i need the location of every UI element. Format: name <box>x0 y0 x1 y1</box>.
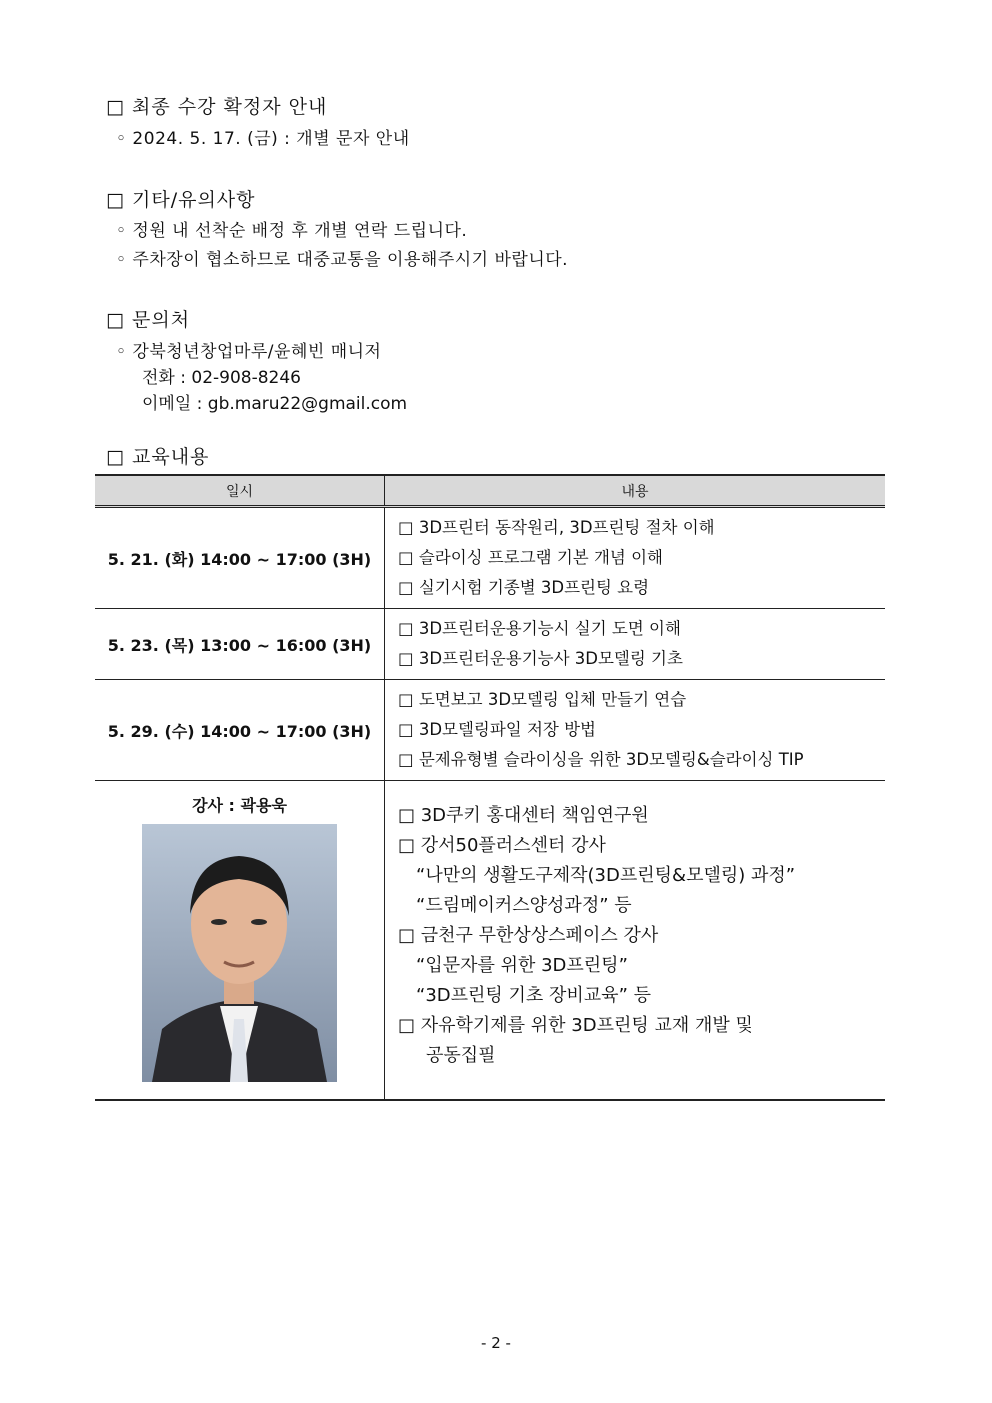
row-content <box>385 609 886 680</box>
row-content <box>385 507 886 609</box>
row-item: □ 3D프린터운용기능시 실기 도면 이해 <box>398 619 681 638</box>
contact-phone: 전화 : 02-908-8246 <box>142 368 301 388</box>
confirm-item: ◦ 2024. 5. 17. (금) : 개별 문자 안내 <box>116 129 410 149</box>
table-row <box>95 609 885 680</box>
instructor-label: 강사 : 곽용욱 <box>192 796 287 815</box>
header-date: 일시 <box>95 475 385 507</box>
row-item: □ 문제유형별 슬라이싱을 위한 3D모델링&슬라이싱 TIP <box>398 750 804 769</box>
contact-email: 이메일 : gb.maru22@gmail.com <box>142 394 408 414</box>
notes-item: ◦ 주차장이 협소하므로 대중교통을 이용해주시기 바랍니다. <box>116 250 569 270</box>
page-number: - 2 - <box>481 1334 511 1352</box>
career-item: □ 자유학기제를 위한 3D프린팅 교재 개발 및 <box>398 1015 753 1036</box>
row-date: 5. 29. (수) 14:00 ~ 17:00 (3H) <box>95 680 385 781</box>
row-date: 5. 23. (목) 13:00 ~ 16:00 (3H) <box>95 609 385 680</box>
instructor-cell <box>95 781 385 1101</box>
row-item: □ 3D프린터운용기능사 3D모델링 기초 <box>398 649 683 668</box>
instructor-row <box>95 781 885 1101</box>
row-date: 5. 21. (화) 14:00 ~ 17:00 (3H) <box>95 507 385 609</box>
career-detail: “나만의 생활도구제작(3D프린팅&모델링) 과정” <box>416 865 796 886</box>
instructor-photo <box>142 824 337 1082</box>
notes-item: ◦ 정원 내 선착순 배정 후 개별 연락 드립니다. <box>116 221 468 241</box>
row-item: □ 실기시험 기종별 3D프린팅 요령 <box>398 578 650 597</box>
instructor-career <box>385 781 886 1101</box>
career-detail: “입문자를 위한 3D프린팅” <box>416 955 628 976</box>
row-item: □ 3D모델링파일 저장 방법 <box>398 720 596 739</box>
row-item: □ 슬라이싱 프로그램 기본 개념 이해 <box>398 548 663 567</box>
row-item: □ 3D프린터 동작원리, 3D프린팅 절차 이해 <box>398 518 715 537</box>
section-title-contact: □ 문의처 <box>106 309 191 331</box>
row-item: □ 도면보고 3D모델링 입체 만들기 연습 <box>398 690 687 709</box>
career-item: □ 3D쿠키 홍대센터 책임연구원 <box>398 805 649 826</box>
header-content: 내용 <box>385 475 886 507</box>
table-row <box>95 680 885 781</box>
career-detail: 공동집필 <box>426 1045 496 1066</box>
career-item: □ 강서50플러스센터 강사 <box>398 835 606 856</box>
table-header-row <box>95 475 885 507</box>
education-table <box>95 474 885 1101</box>
section-title-education: □ 교육내용 <box>106 446 210 468</box>
table-row <box>95 507 885 609</box>
career-detail: “3D프린팅 기초 장비교육” 등 <box>416 985 652 1006</box>
contact-name: ◦ 강북청년창업마루/윤혜빈 매니저 <box>116 342 382 362</box>
section-title-confirm: □ 최종 수강 확정자 안내 <box>106 96 328 118</box>
career-item: □ 금천구 무한상상스페이스 강사 <box>398 925 659 946</box>
section-title-notes: □ 기타/유의사항 <box>106 189 256 211</box>
row-content <box>385 680 886 781</box>
career-detail: “드림메이커스양성과정” 등 <box>416 895 632 916</box>
